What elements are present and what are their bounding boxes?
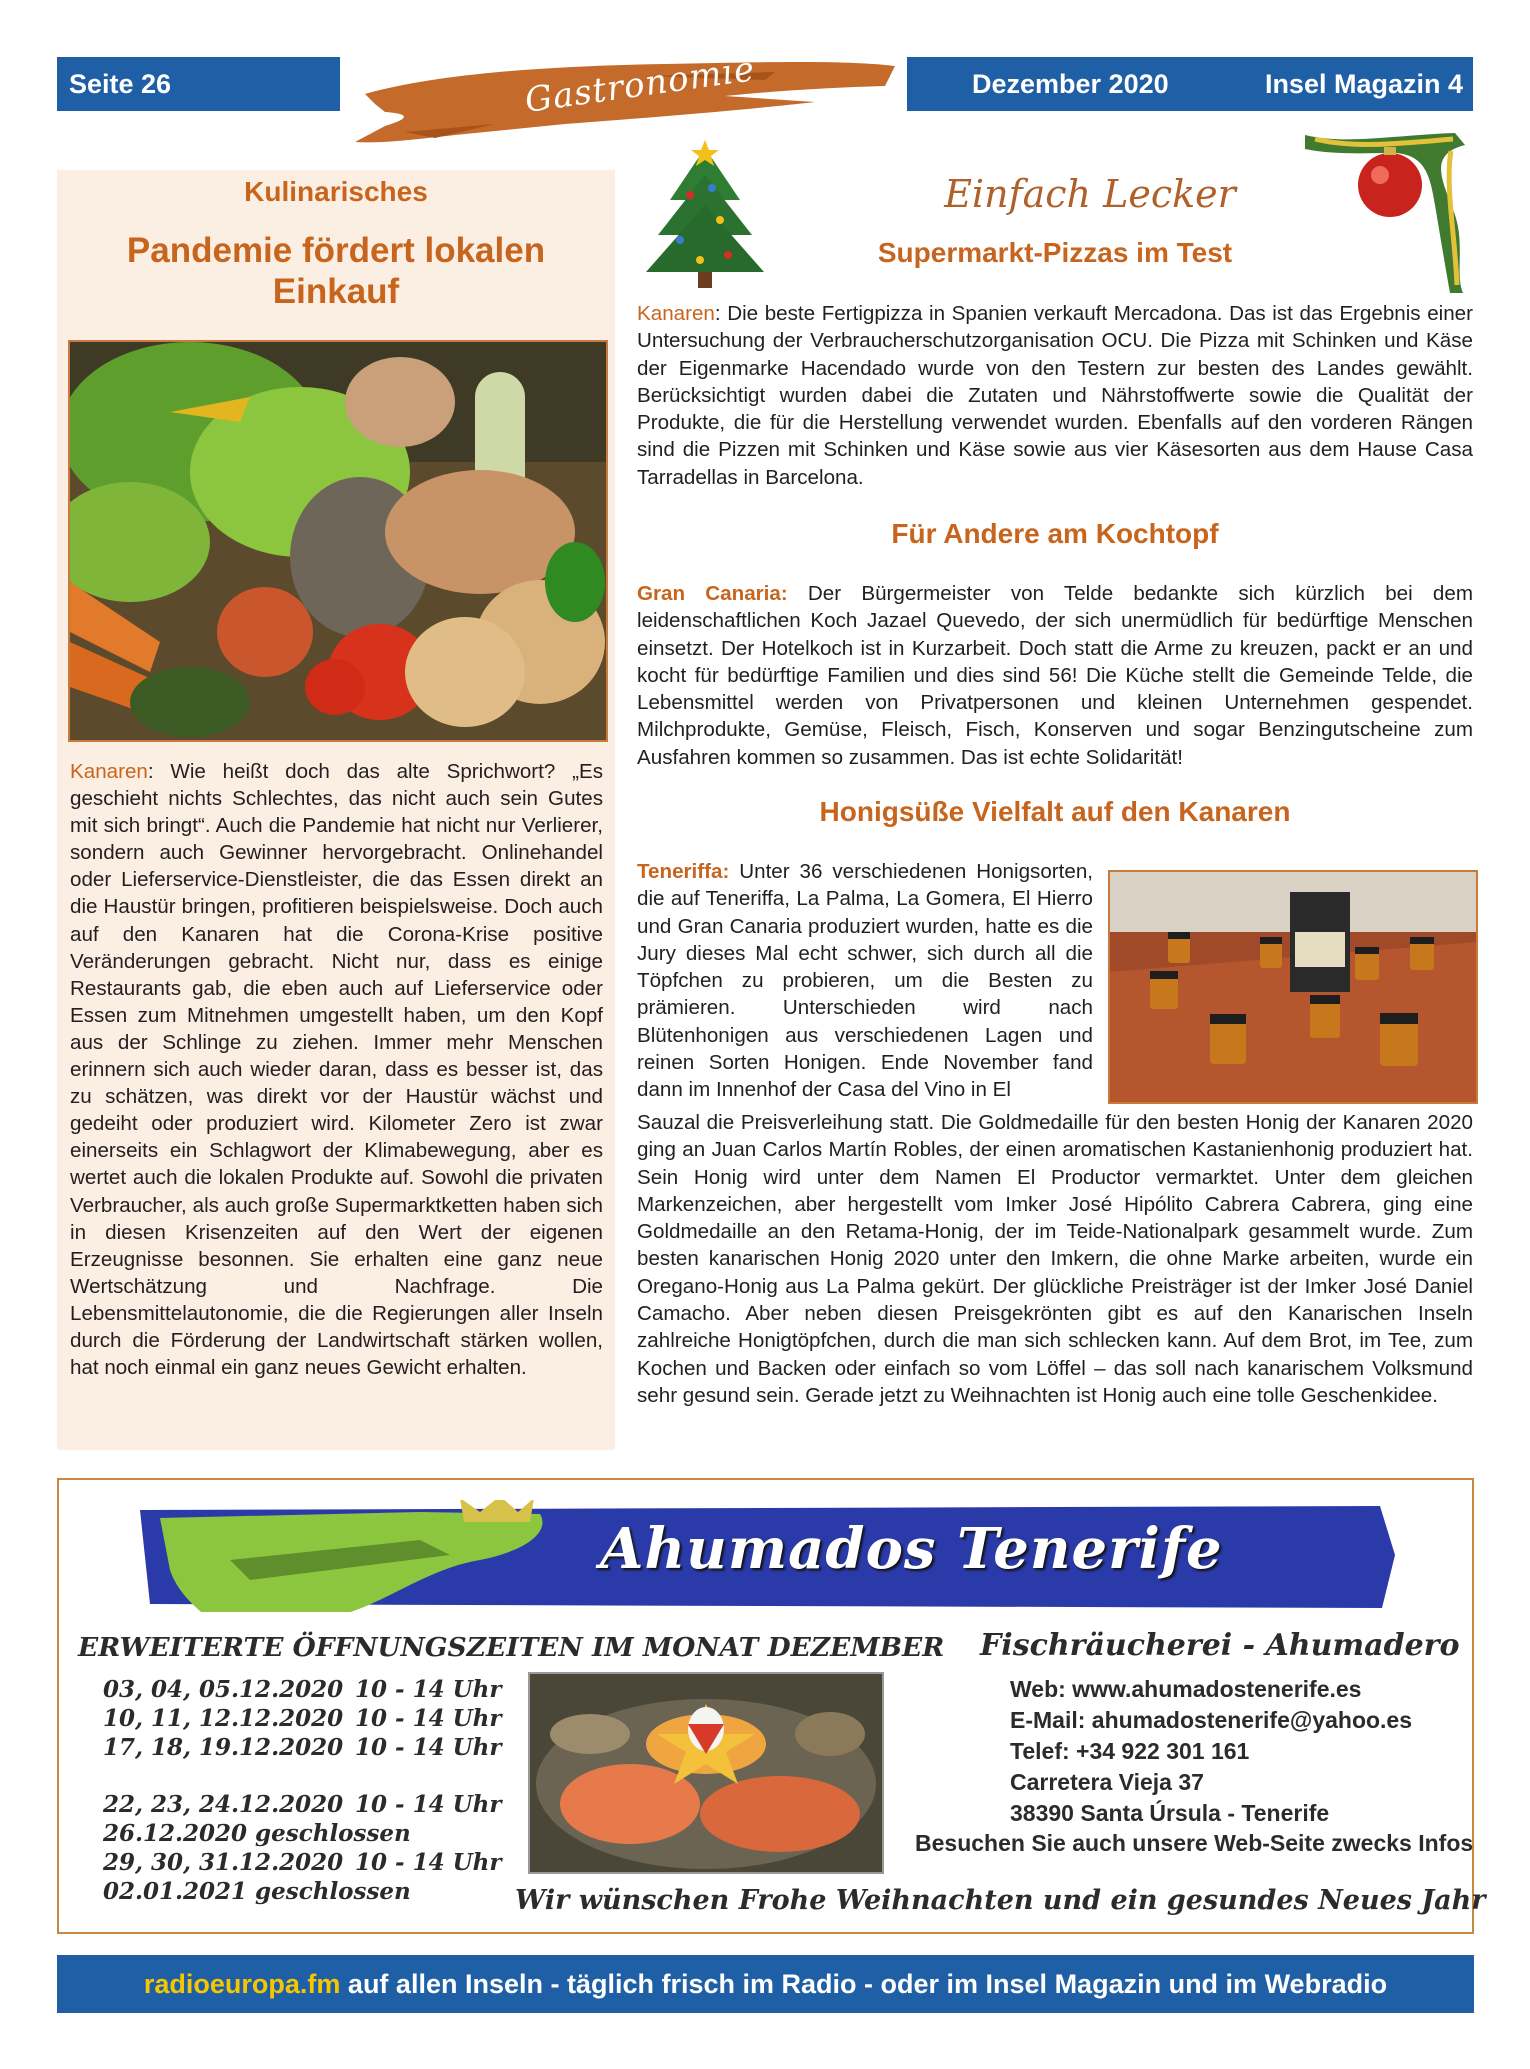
honey-article-lead: Teneriffa: <box>637 860 730 883</box>
footer-bar <box>57 1955 1474 2013</box>
honey-article-body-wrap <box>637 858 1093 1104</box>
ad-hours-title: ERWEITERTE ÖFFNUNGSZEITEN IM MONAT DEZEMBER <box>78 1632 945 1663</box>
cooking-article-title: Für Andere am Kochtopf <box>891 518 1219 549</box>
hours-date: 10, 11, 12.12.2020 <box>103 1705 344 1732</box>
hours-row <box>103 1791 502 1818</box>
hours-date: 17, 18, 19.12.2020 <box>103 1734 344 1761</box>
hours-time: 10 - 14 Uhr <box>355 1791 502 1818</box>
footer-text: auf allen Inseln - täglich frisch im Radio - oder im Insel Magazin und im Webradio <box>340 1968 1388 1999</box>
pizza-article-text: : Die beste Fertigpizza in Spanien verkauft Mercadona. Das ist das Ergebnis einer Untersuchung der Verbraucherschutzorganisation OCU. Die Pizza mit Schinken und Käse der Eigenmarke Hacendado wurde von den Testern zur besten des Landes gewählt. Berücksichtigt wurden dabei die Zutaten und Nährstoffwerte sowie die Qualität der Produkte, die für die Herstellung verwendet wurden. Ebenfalls auf den vorderen Rängen sind die Pizzen mit Schinken und Käse sowie aus vier Käsesorten aus dem Hause Casa Tarradellas in Barcelona. <box>637 302 1473 489</box>
honey-article-text-wrap: Unter 36 verschiedenen Honigsorten, die auf Teneriffa, La Palma, La Gomera, El Hierro und Gran Canaria produziert wurden, hatte es die Jury dieses Mal echt schwer, sich durch all die Töpfchen zu probieren, um die Besten zu prämieren. Unterschieden wird nach Blütenhonigen aus verschiedenen Lagen und reinen Sorten Honigen. Ende November fand dann im Innenhof der Casa del Vino in El <box>637 860 1093 1102</box>
ad-visit-note: Besuchen Sie auch unsere Web-Seite zwecks Infos <box>915 1830 1474 1856</box>
hours-date: 02.01.2021 geschlossen <box>103 1878 411 1905</box>
left-article-lead: Kanaren <box>70 760 148 783</box>
right-column-kicker: Einfach Lecker <box>944 172 1236 216</box>
ad-company-name: Ahumados Tenerife <box>600 1516 1223 1582</box>
left-article-kicker: Kulinarisches <box>244 176 428 207</box>
hours-row <box>103 1705 502 1732</box>
hours-row <box>103 1734 502 1761</box>
honey-article-body-full: Sauzal die Preisverleihung statt. Die Goldmedaille für den besten Honig der Kanaren 2020 ging an Juan Carlos Martín Robles, der einen aromatischen Kastanienhonig produziert hat. Sein Honig wird unter dem Namen El Productor vermarktet. Unter dem gleichen Markenzeichen, aber hergestellt vom Imker José Hipólito Cabrera Cabrera, ging eine Goldmedaille an den Retama-Honig, der im Teide-Nationalpark gesammelt wurde. Zum besten kanarischen Honig 2020 unter den Imkern, die ohne Marke arbeiten, wurde ein Oregano-Honig aus La Palma gekürt. Der glückliche Preisträger ist der Imker José Daniel Camacho. Aber neben diesen Preisgekrönten gibt es auf den Kanarischen Inseln zahlreiche Honigtöpfchen, durch die man sich schlecken kann. Auf dem Brot, im Tee, zum Kochen und Backen oder einfach so vom Löffel – das soll nach kanarischem Volksmund sehr gesund sein. Gerade jetzt zu Weihnachten ist Honig auch eine tolle Geschenkidee. <box>637 1111 1473 1407</box>
left-article-text: : Wie heißt doch das alte Sprichwort? „Es geschieht nichts Schlechtes, das nicht auch sein Gutes mit sich bringt“. Auch die Pandemie hat nicht nur Verlierer, sondern auch Gewinner hervorgebracht. Onlinehandel oder Lieferservice-Dienstleister, die das Essen direkt an die Haustür bringen, profitieren beispielsweise. Doch auch auf den Kanaren hat die Corona-Krise positive Veränderungen gebracht. Nicht nur, dass es einige Restaurants gab, die eben auch auf Lieferservice oder Essen zum Mitnehmen umgestellt haben, um den Kopf aus der Schlinge zu ziehen. Immer mehr Menschen erinnern sich auch wieder daran, dass es besser ist, das zu schätzen, was direkt vor der Haustür wächst und gedeiht oder produziert wird. Kilometer Zero ist zwar einerseits ein Schlagwort der Klimabewegung, aber es wertet auch die lokalen Produkte auf. Sowohl die privaten Verbraucher, als auch große Supermarktketten haben sich in diesen Krisenzeiten auf den Wert der eigenen Erzeugnisse besonnen. Sie erhalten eine ganz neue Wertschätzung und Nachfrage. Die Lebensmittelautonomie, die die Regierungen aller Inseln durch die Förderung der Landwirtschaft stärken wollen, hat noch einmal ein ganz neues Gewicht erhalten. <box>70 760 603 1380</box>
hours-date: 29, 30, 31.12.2020 <box>103 1849 344 1876</box>
honey-jars-photo <box>1108 870 1478 1104</box>
pizza-article-body <box>637 300 1473 491</box>
hours-date: 03, 04, 05.12.2020 <box>103 1676 344 1703</box>
footer-site: radioeuropa.fm <box>143 1968 341 1999</box>
smoked-fish-photo <box>528 1672 884 1874</box>
magazine-name: Insel Magazin 4 <box>1264 68 1463 99</box>
hours-time: 10 - 14 Uhr <box>355 1676 502 1703</box>
section-title: Gastronomie <box>522 49 758 121</box>
hours-date: 22, 23, 24.12.2020 <box>103 1791 344 1818</box>
hours-date: 26.12.2020 geschlossen <box>103 1820 411 1847</box>
hours-time: 10 - 14 Uhr <box>355 1705 502 1732</box>
issue-date: Dezember 2020 <box>972 68 1169 99</box>
hours-row <box>103 1820 411 1847</box>
hours-row <box>103 1878 411 1905</box>
cooking-article-text: Der Bürgermeister von Telde bedankte sich kürzlich bei dem leidenschaftlichen Koch Jazael Quevedo, der sich unermüdlich für bedürftige Menschen einsetzt. Der Hotelkoch ist in Kurzarbeit. Doch statt die Arme zu kreuzen, packt er an und kocht für bedürftige Familien und dies sind 56! Die Küche stellt die Gemeinde Telde, die Lebensmittel werden von Privatpersonen und kleinen Unternehmen gespendet. Milchprodukte, Gemüse, Fleisch, Fisch, Konserven und sogar Benzingutscheine zum Ausfahren kommen so zusammen. Das ist echte Solidarität! <box>637 582 1473 769</box>
ad-city: 38390 Santa Úrsula - Tenerife <box>1010 1800 1330 1826</box>
christmas-tree-icon <box>640 140 770 292</box>
cooking-article-lead: Gran Canaria: <box>637 582 788 605</box>
pizza-article-lead: Kanaren <box>637 302 715 325</box>
ad-season-greeting: Wir wünschen Frohe Weihnachten und ein gesundes Neues Jahr <box>515 1885 1486 1916</box>
hours-time: 10 - 14 Uhr <box>355 1734 502 1761</box>
pizza-article-title: Supermarkt-Pizzas im Test <box>877 237 1233 268</box>
hours-row <box>103 1676 502 1703</box>
ad-subtitle: Fischräucherei - Ahumadero <box>980 1628 1460 1663</box>
ad-street: Carretera Vieja 37 <box>1010 1769 1204 1795</box>
honey-article-title: Honigsüße Vielfalt auf den Kanaren <box>819 796 1291 827</box>
hours-row <box>103 1849 502 1876</box>
vegetables-photo <box>68 340 608 742</box>
cooking-article-body <box>637 580 1473 771</box>
ad-web: Web: www.ahumadostenerife.es <box>1010 1676 1362 1702</box>
left-article-title: Pandemie fördert lokalen Einkauf <box>126 231 546 311</box>
page-number-bar <box>57 57 340 111</box>
ad-email: E-Mail: ahumadostenerife@yahoo.es <box>1010 1707 1413 1733</box>
ad-phone: Telef: +34 922 301 161 <box>1010 1738 1250 1764</box>
issue-bar <box>907 57 1473 111</box>
hours-time: 10 - 14 Uhr <box>355 1849 502 1876</box>
left-article-body <box>70 758 603 1381</box>
page-number: Seite 26 <box>69 68 172 99</box>
